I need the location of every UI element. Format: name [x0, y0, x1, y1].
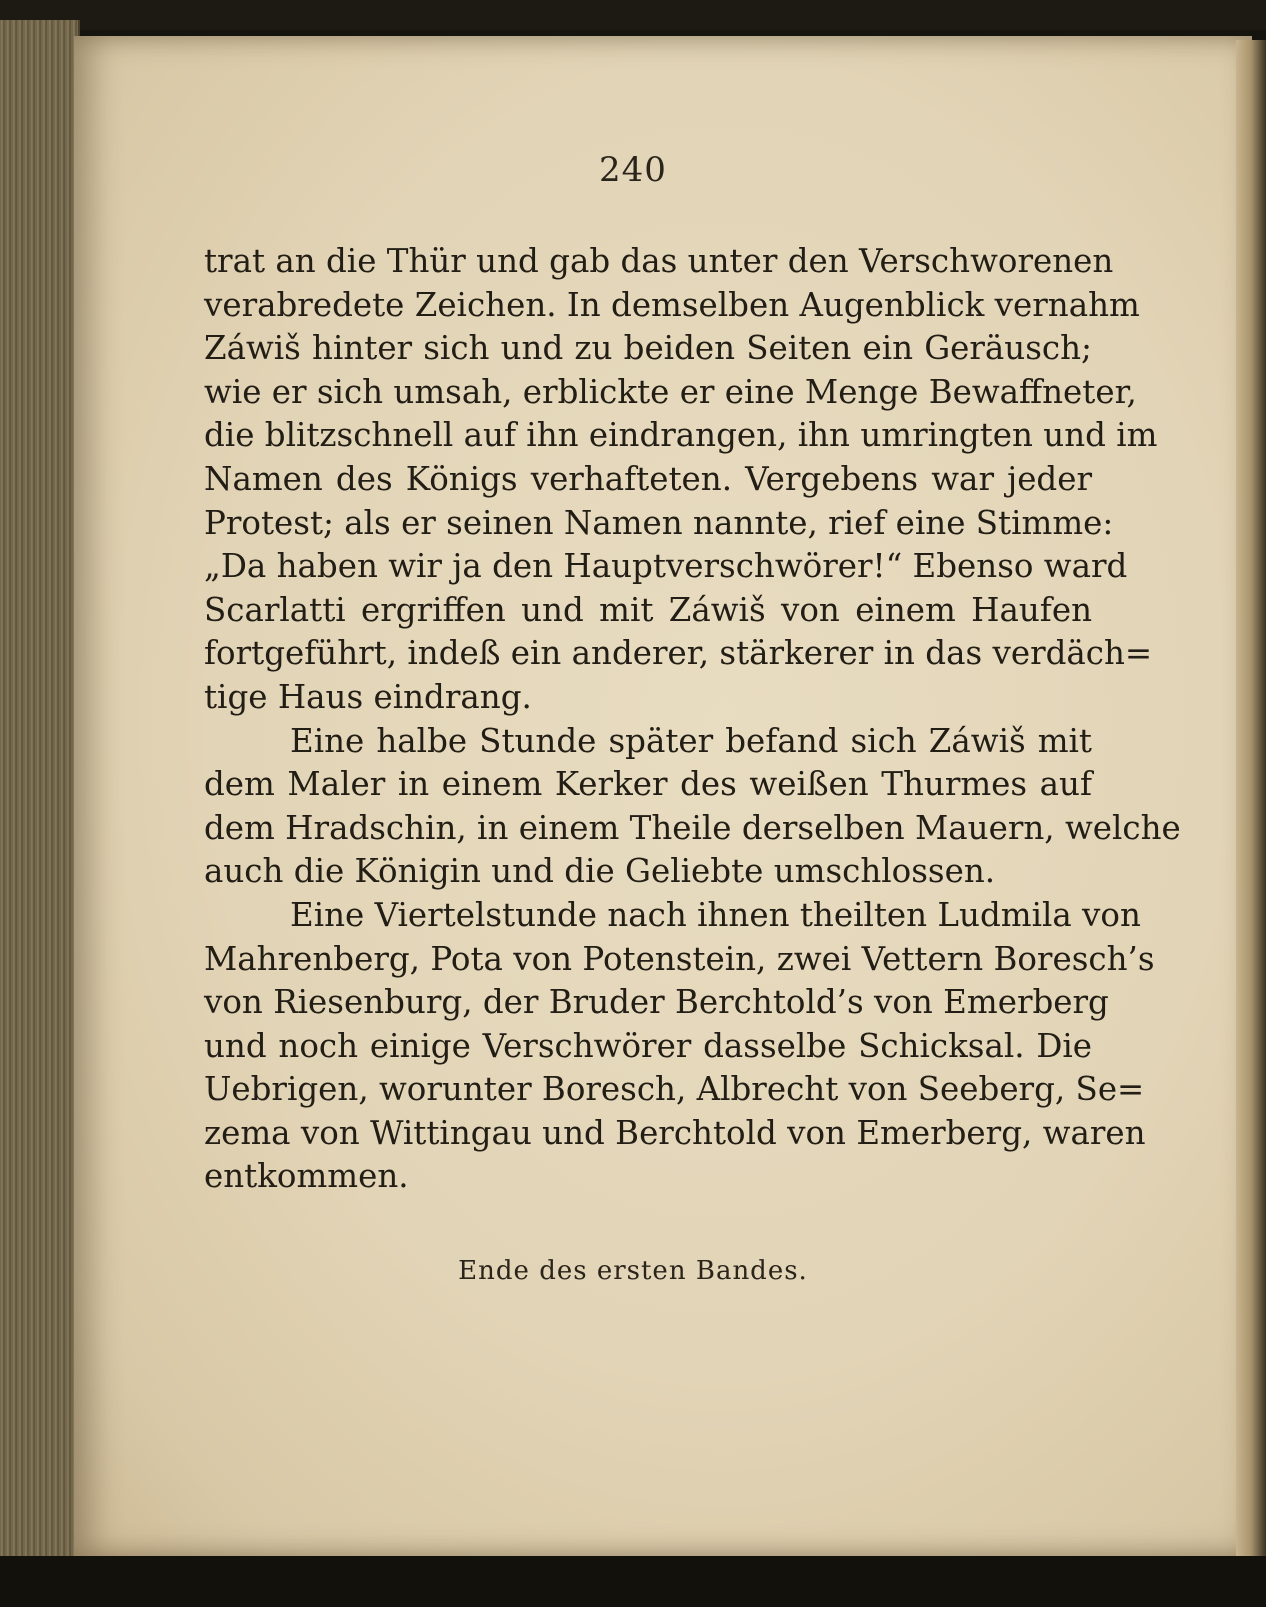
- text-line: von Riesenburg, der Bruder Berchtold’s von Emerberg: [204, 983, 1109, 1022]
- page-number: 240: [599, 150, 667, 190]
- facing-page-edge: [1236, 40, 1266, 1560]
- text-line: „Da haben wir ja den Hauptverschwörer!“ Ebenso ward: [204, 547, 1128, 586]
- text-line: dem Maler in einem Kerker des weißen Thurmes auf: [204, 765, 1092, 804]
- text-line: auch die Königin und die Geliebte umschlossen.: [204, 852, 996, 891]
- text-line: wie er sich umsah, erblickte er eine Menge Bewaffneter,: [204, 372, 1137, 411]
- body-text: [204, 240, 1181, 1199]
- text-line: tige Haus eindrang.: [204, 677, 532, 716]
- text-line: Záwiš hinter sich und zu beiden Seiten ein Geräusch;: [204, 329, 1092, 368]
- text-line: Uebrigen, worunter Boresch, Albrecht von Seeberg, Se=: [204, 1070, 1145, 1109]
- text-line: Mahrenberg, Pota von Potenstein, zwei Vettern Boresch’s: [204, 939, 1155, 978]
- text-line: dem Hradschin, in einem Theile derselben Mauern, welche: [204, 808, 1181, 847]
- bottom-shadow: [0, 1556, 1266, 1607]
- text-line: die blitzschnell auf ihn eindrangen, ihn umringten und im: [204, 416, 1158, 455]
- text-line: verabredete Zeichen. In demselben Augenblick vernahm: [204, 285, 1140, 324]
- top-shadow: [0, 0, 1266, 30]
- page-stack-edge: [0, 20, 80, 1560]
- end-of-volume-note: Ende des ersten Bandes.: [458, 1256, 808, 1286]
- text-line: entkommen.: [204, 1157, 409, 1196]
- text-line: zema von Wittingau und Berchtold von Emerberg, waren: [204, 1113, 1146, 1152]
- text-line: Scarlatti ergriffen und mit Záwiš von einem Haufen: [204, 590, 1092, 629]
- text-line: und noch einige Verschwörer dasselbe Schicksal. Die: [204, 1026, 1092, 1065]
- text-line: Eine halbe Stunde später befand sich Záwiš mit: [290, 721, 1092, 760]
- text-line: Eine Viertelstunde nach ihnen theilten Ludmila von: [290, 895, 1141, 934]
- text-line: fortgeführt, indeß ein anderer, stärkerer in das verdäch=: [204, 634, 1153, 673]
- text-line: Namen des Königs verhafteten. Vergebens war jeder: [204, 459, 1092, 498]
- text-line: trat an die Thür und gab das unter den Verschworenen: [204, 242, 1114, 280]
- text-line: Protest; als er seinen Namen nannte, rief eine Stimme:: [204, 503, 1114, 542]
